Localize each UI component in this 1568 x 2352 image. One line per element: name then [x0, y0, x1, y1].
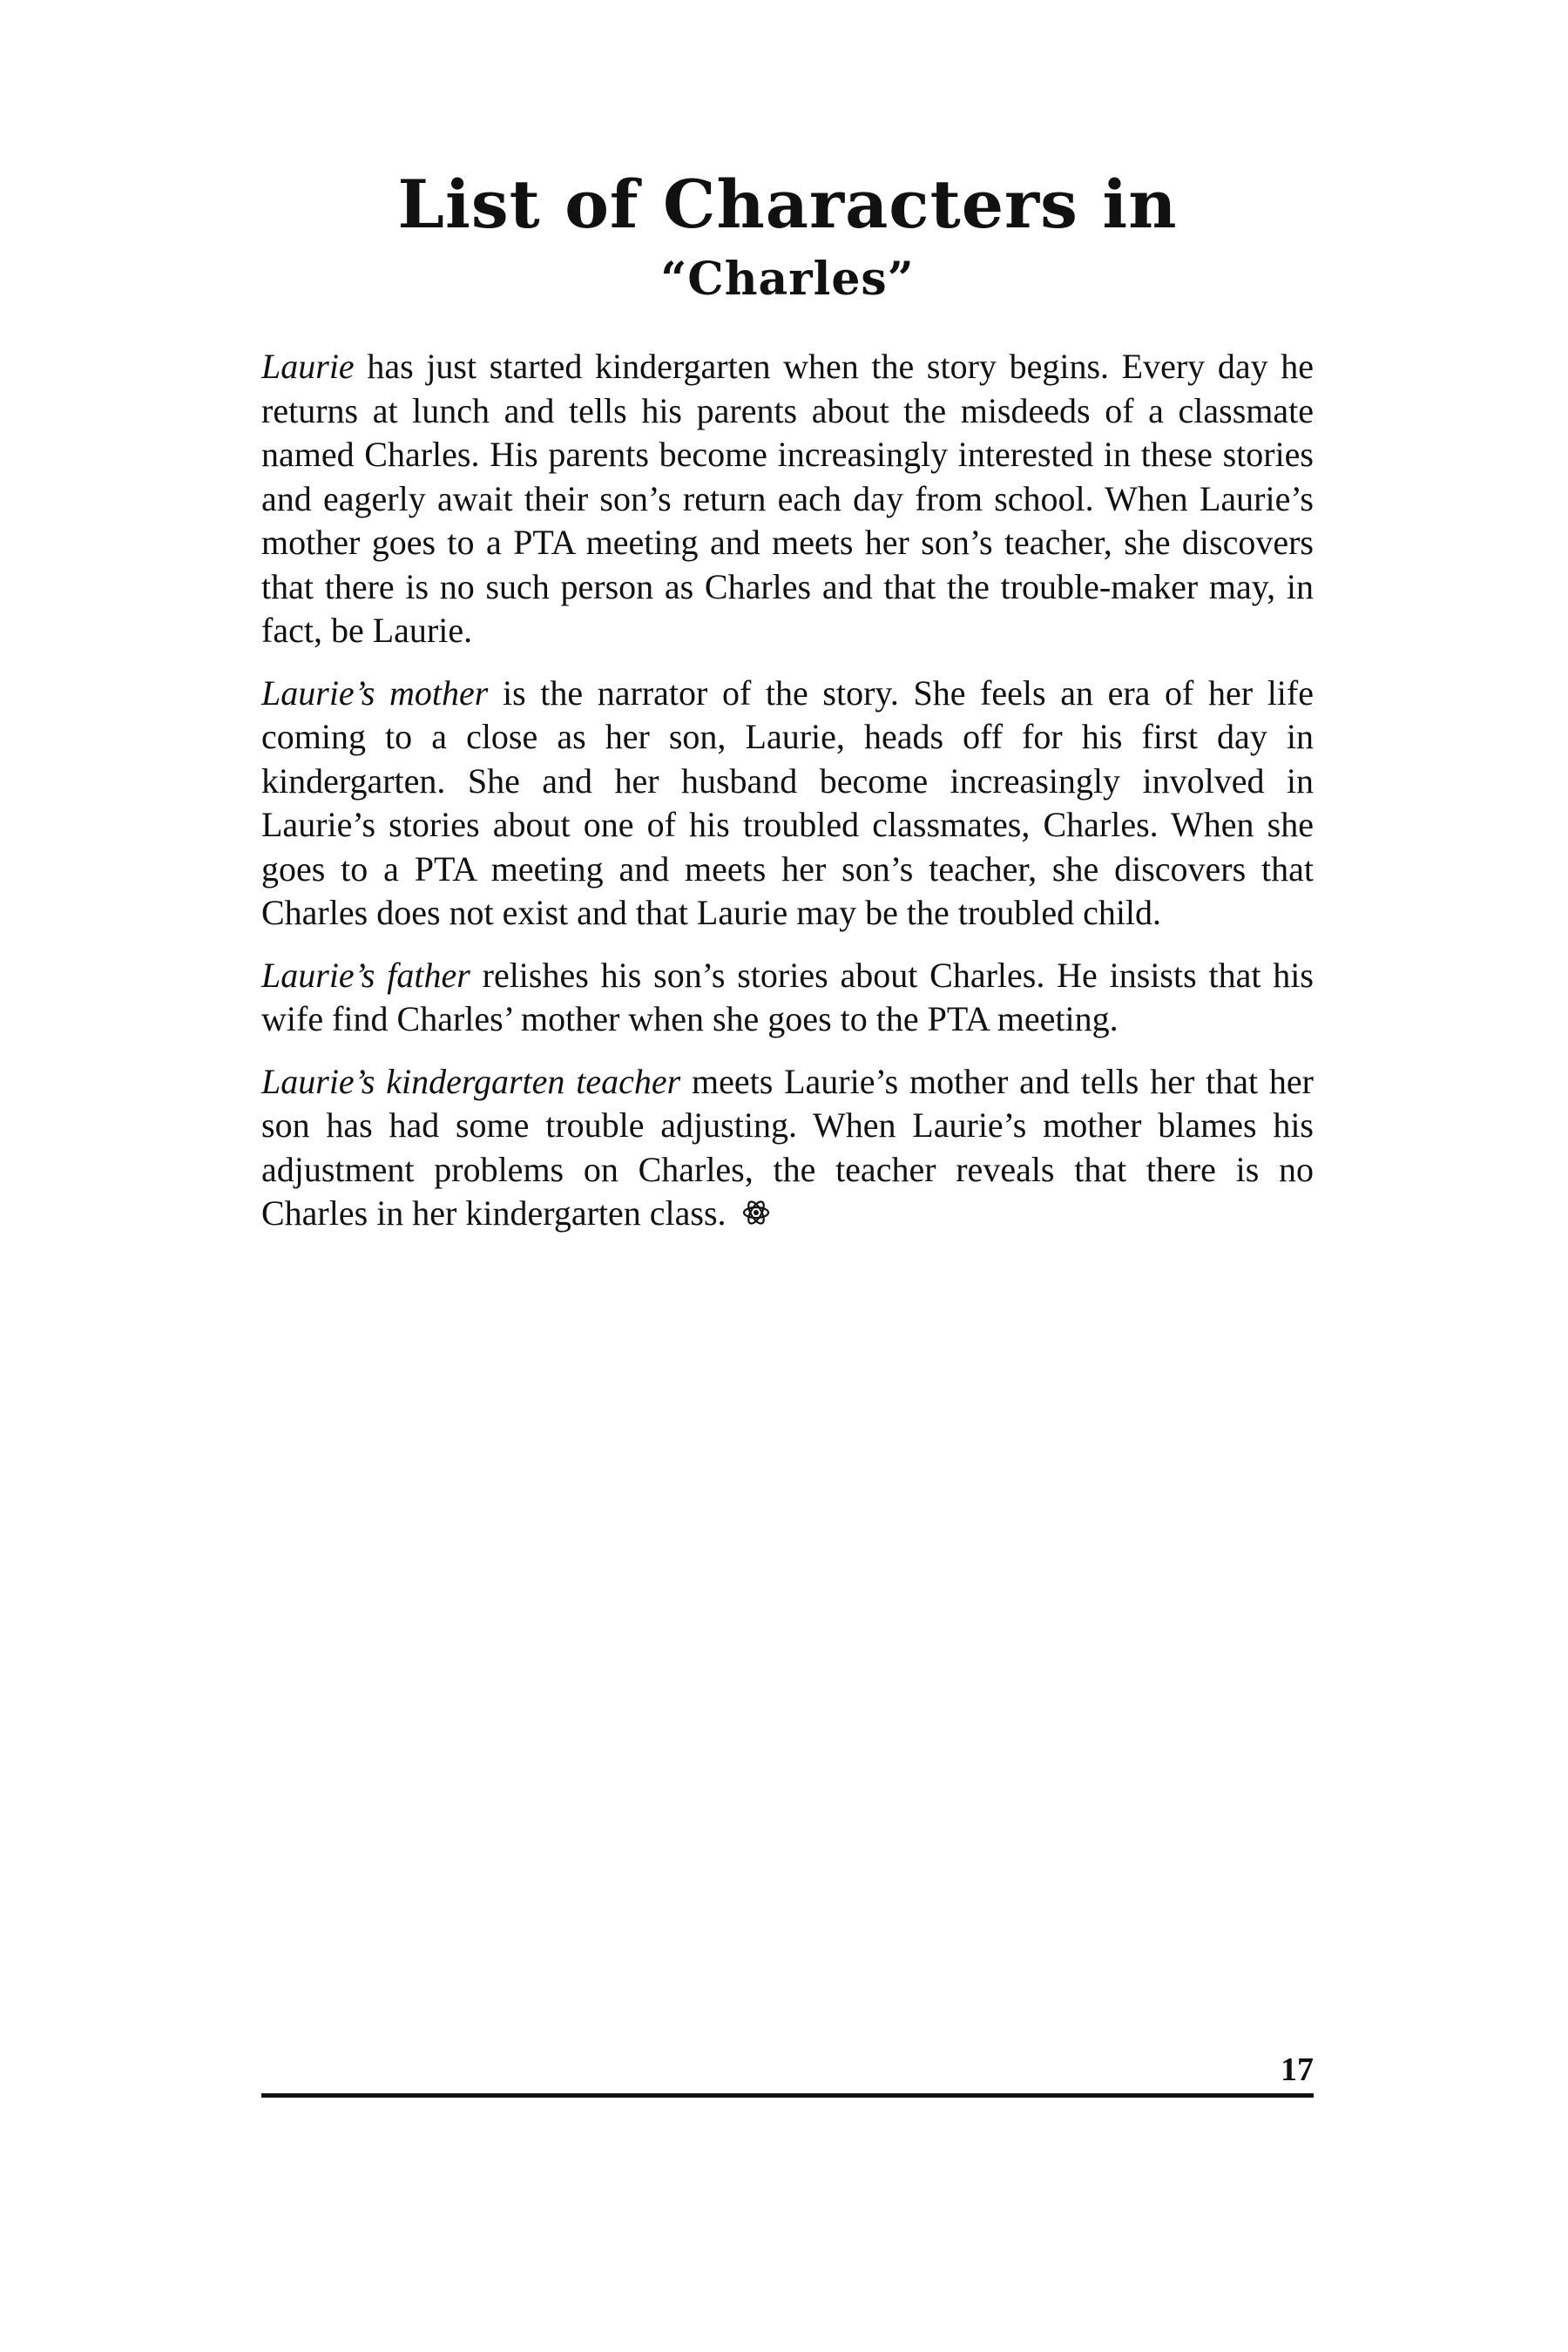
footer-rule: [261, 2093, 1314, 2098]
character-list: [261, 345, 1314, 1254]
character-name: Laurie’s mother: [261, 672, 489, 713]
character-name: Laurie’s father: [261, 955, 470, 995]
page-number: 17: [1281, 2051, 1314, 2088]
character-entry-teacher: [261, 1060, 1314, 1236]
character-description: has just started kindergarten when the story begins. Every day he returns at lunch and tells his parents about the misdeeds of a classmate named Charles. His parents become increasingly interested in these stories and eagerly await their son’s return each day from school. When Laurie’s mother goes to a PTA meeting and meets her son’s teacher, she discovers that there is no such person as Charles and that the trouble-maker may, in fact, be Laurie.: [261, 347, 1314, 650]
ornament-icon: [740, 1195, 772, 1227]
character-description: relishes his son’s stories about Charles. He insists that his wife find Charles’ mother when she goes to the PTA meeting.: [261, 955, 1314, 1038]
title-line-2: “Charles”: [660, 253, 915, 306]
character-entry-father: [261, 954, 1314, 1042]
character-name: Laurie: [261, 347, 355, 386]
character-description: meets Laurie’s mother and tells her that her son has had some trouble adjusting. When Laurie’s mother blames his adjustment problems on Charles, the teacher reveals that there is no Charles in her kindergarten class.: [261, 1061, 1314, 1233]
character-name: Laurie’s kindergarten teacher: [261, 1061, 681, 1101]
character-description: is the narrator of the story. She feels an era of her life coming to a close as her son, Laurie, heads off for his first day in kindergarten. She and her husband become increasingly involved in Laurie’s stories about one of his troubled classmates, Charles. When she goes to a PTA meeting and meets her son’s teacher, she discovers that Charles does not exist and that Laurie may be the troubled child.: [261, 672, 1314, 932]
title-line-1: List of Characters in: [397, 166, 1178, 243]
character-entry-mother: [261, 672, 1314, 936]
page-title: [261, 161, 1314, 311]
character-entry-laurie: [261, 345, 1314, 653]
